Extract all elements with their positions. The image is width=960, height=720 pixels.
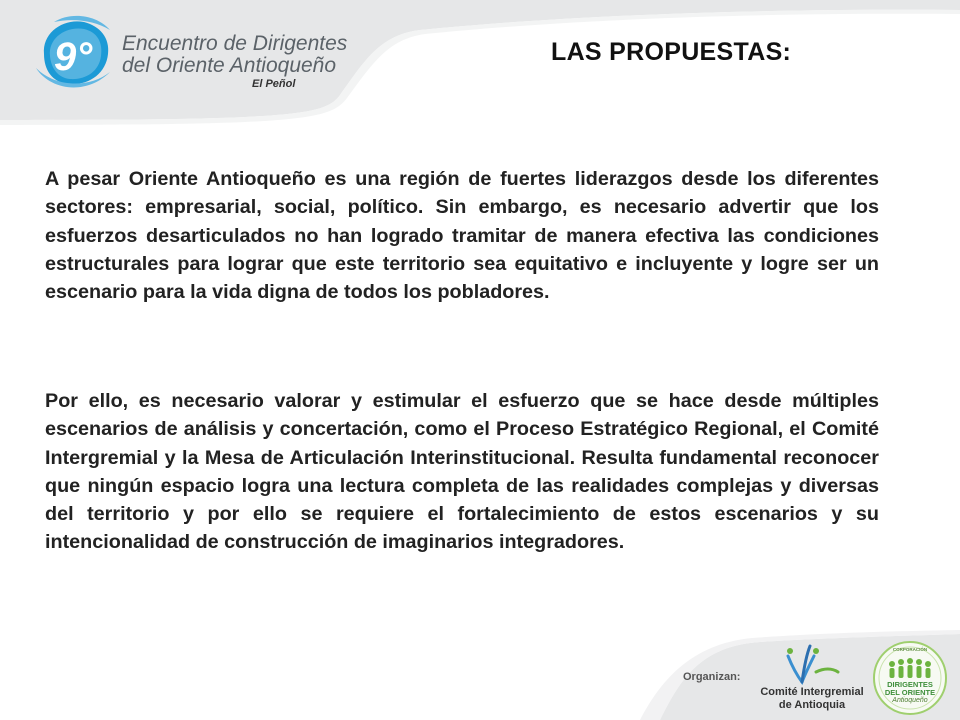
slide-title: LAS PROPUESTAS: xyxy=(551,38,792,66)
logo-title-line2: del Oriente Antioqueño xyxy=(122,54,337,77)
dirigentes-line2: DEL ORIENTE xyxy=(884,688,936,697)
comite-name-line2: de Antioquia xyxy=(778,699,846,711)
paragraph-1: A pesar Oriente Antioqueño es una región de fuertes liderazgos desde los diferentes sectores: empresarial, social, político. Sin embargo, es necesario advertir que los esfuerzos desarticulados no han logrado tramitar de manera efectiva las condiciones estructurales para lograr que este territorio sea equitativo e incluyente y logre ser un escenario para la vida digna de todos los pobladores. xyxy=(45,168,879,304)
organizers-label: Organizan: xyxy=(683,671,741,683)
svg-text:9°: 9° xyxy=(54,35,93,79)
logo-place: El Peñol xyxy=(252,78,296,90)
logo-title-line1: Encuentro de Dirigentes xyxy=(122,32,348,55)
corporacion-dirigentes-logo xyxy=(872,640,948,716)
dirigentes-line3: Antioqueño xyxy=(892,697,928,704)
comite-name-line1: Comité Intergremial xyxy=(760,686,864,698)
event-emblem-icon xyxy=(30,10,120,100)
event-logo xyxy=(30,10,348,100)
paragraph-2: Por ello, es necesario valorar y estimular el esfuerzo que se hace desde múltiples escenarios de análisis y concertación, como el Proceso Estratégico Regional, el Comité Intergremial y la Mesa de Articulación Interinstitucional. Resulta fundamental reconocer que ningún espacio logra una lectura completa de las realidades complejas y diversas del territorio y por ello se requiere el fortalecimiento de estos escenarios y su intencionalidad de construcción de imaginarios integradores. xyxy=(45,390,879,554)
comite-intergremial-logo xyxy=(752,642,872,717)
dirigentes-top-label: CORPORACIÓN xyxy=(892,647,928,652)
dirigentes-line1: DIRIGENTES xyxy=(887,680,933,689)
comite-emblem-icon xyxy=(752,642,872,686)
